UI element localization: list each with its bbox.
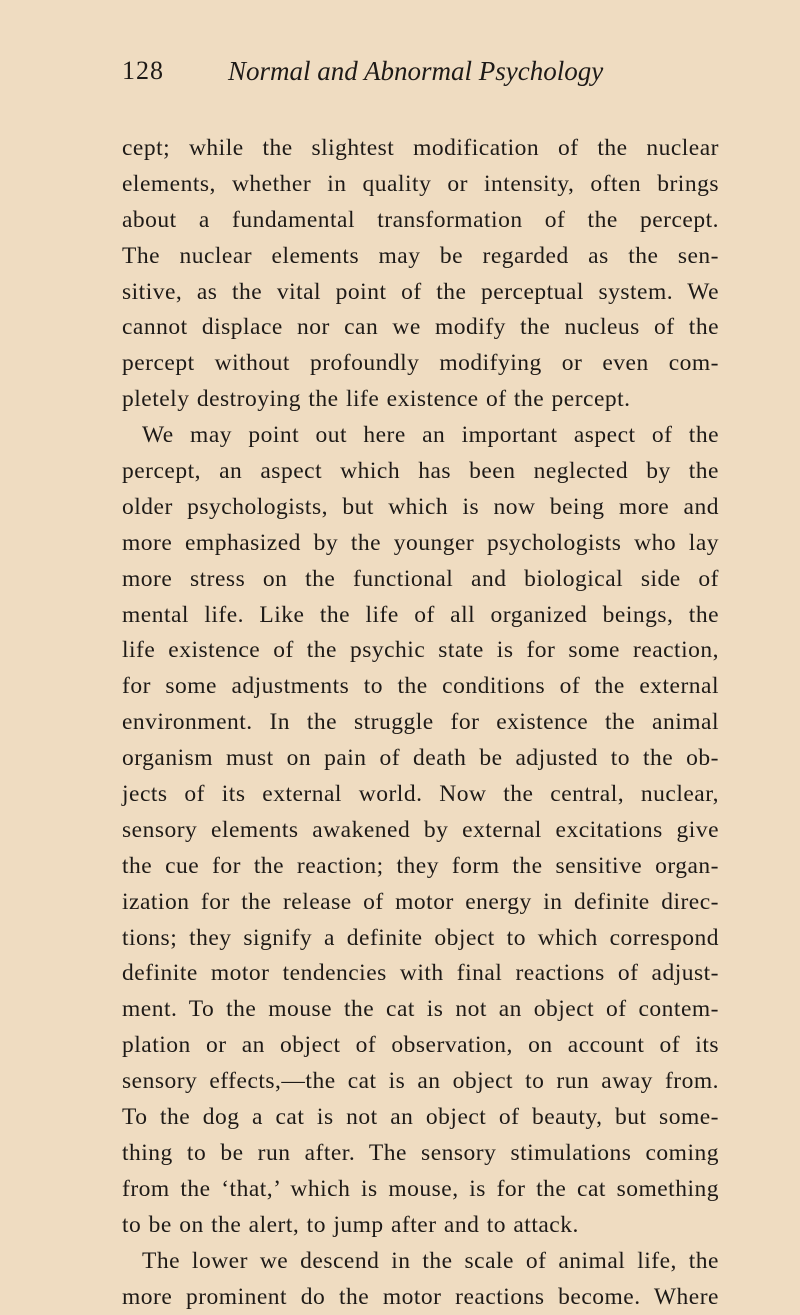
text-line: elements, whether in quality or intensity, often brings (122, 167, 719, 203)
text-line: percept without profoundly modifying or even com- (122, 346, 719, 382)
text-line: cannot displace nor can we modify the nucleus of the (122, 310, 719, 346)
text-line: about a fundamental transformation of the percept. (122, 203, 719, 239)
text-line: from the ‘that,’ which is mouse, is for the cat something (122, 1172, 719, 1208)
running-title: Normal and Abnormal Psychology (228, 56, 603, 87)
text-line: ment. To the mouse the cat is not an object of contem- (122, 992, 719, 1028)
text-line: the cue for the reaction; they form the sensitive organ- (122, 849, 719, 885)
text-line: life existence of the psychic state is for some reaction, (122, 633, 719, 669)
body-text (122, 131, 719, 1315)
text-line: organism must on pain of death be adjusted to the ob- (122, 741, 719, 777)
text-line: more stress on the functional and biological side of (122, 562, 719, 598)
text-line: older psychologists, but which is now being more and (122, 490, 719, 526)
text-line: more prominent do the motor reactions become. Where (122, 1280, 719, 1315)
text-line: definite motor tendencies with final reactions of adjust- (122, 956, 719, 992)
text-line: The lower we descend in the scale of animal life, the (122, 1244, 719, 1280)
text-line: mental life. Like the life of all organized beings, the (122, 598, 719, 634)
text-line: pletely destroying the life existence of the percept. (122, 382, 719, 418)
text-line: environment. In the struggle for existence the animal (122, 705, 719, 741)
running-header (122, 56, 722, 96)
text-line: more emphasized by the younger psychologists who lay (122, 526, 719, 562)
text-line: sitive, as the vital point of the perceptual system. We (122, 275, 719, 311)
text-line: sensory elements awakened by external excitations give (122, 813, 719, 849)
text-line: To the dog a cat is not an object of beauty, but some- (122, 1100, 719, 1136)
text-line: sensory effects,—the cat is an object to run away from. (122, 1064, 719, 1100)
text-line: cept; while the slightest modification of the nuclear (122, 131, 719, 167)
text-line: The nuclear elements may be regarded as the sen- (122, 239, 719, 275)
text-line: to be on the alert, to jump after and to attack. (122, 1208, 719, 1244)
text-line: tions; they signify a definite object to which correspond (122, 921, 719, 957)
text-line: jects of its external world. Now the central, nuclear, (122, 777, 719, 813)
text-line: We may point out here an important aspect of the (122, 418, 719, 454)
page-number: 128 (122, 56, 164, 86)
text-line: ization for the release of motor energy in definite direc- (122, 885, 719, 921)
text-line: plation or an object of observation, on account of its (122, 1028, 719, 1064)
text-line: for some adjustments to the conditions of the external (122, 669, 719, 705)
text-line: thing to be run after. The sensory stimulations coming (122, 1136, 719, 1172)
text-line: percept, an aspect which has been neglected by the (122, 454, 719, 490)
